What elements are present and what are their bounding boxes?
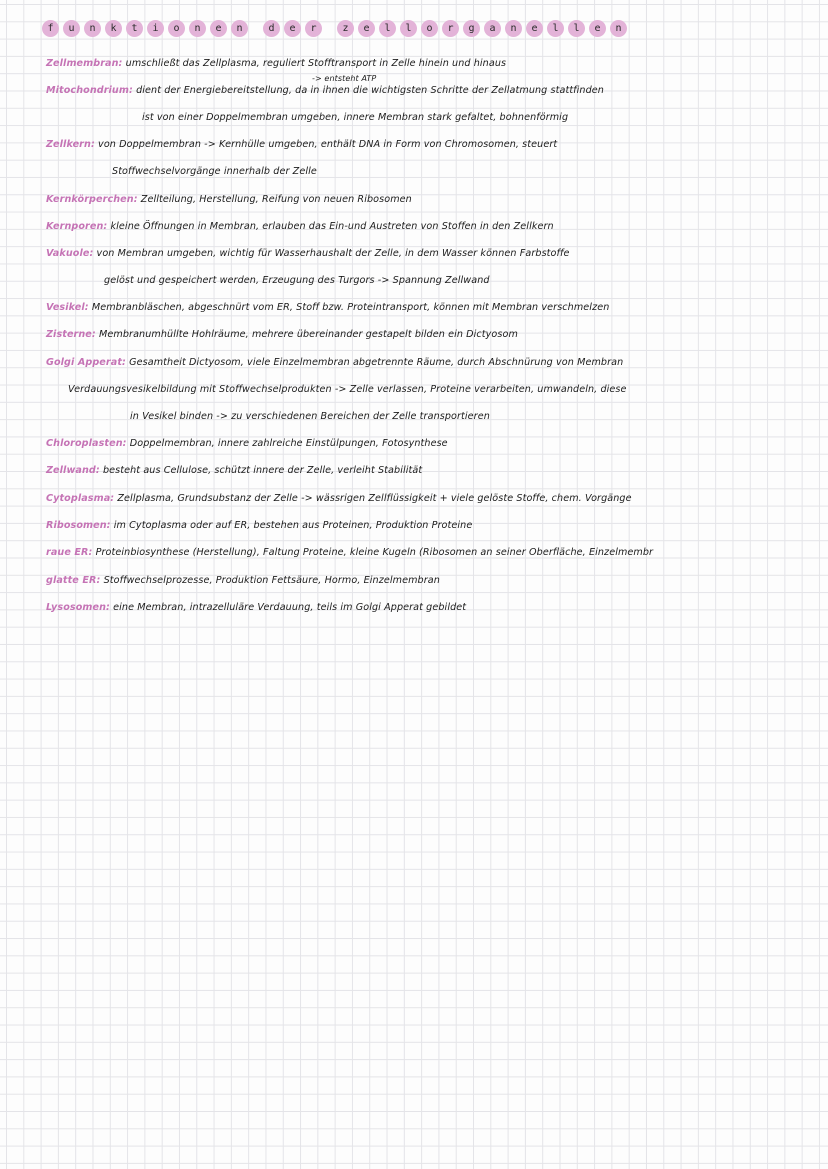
note-line-vesikel xyxy=(46,301,609,315)
note-line-cytoplasma xyxy=(46,492,632,506)
title-letter: u xyxy=(63,20,80,37)
term-label: Zisterne: xyxy=(46,329,96,340)
note-annotation: -> entsteht ATP xyxy=(312,74,377,83)
term-description: Stoffwechselprozesse, Produktion Fettsäure, Hormo, Einzelmembran xyxy=(103,575,440,586)
term-label: raue ER: xyxy=(46,547,93,558)
title-letter: n xyxy=(610,20,627,37)
term-description: Zellplasma, Grundsubstanz der Zelle -> wässrigen Zellflüssigkeit + viele gelöste Stoffe, chem. Vorgänge xyxy=(117,493,632,504)
note-line-continuation xyxy=(112,165,317,179)
note-line-vakuole xyxy=(46,247,569,261)
title-letter: l xyxy=(400,20,417,37)
title-letter: o xyxy=(168,20,185,37)
term-description: in Vesikel binden -> zu verschiedenen Bereichen der Zelle transportieren xyxy=(130,411,490,422)
term-label: Mitochondrium: xyxy=(46,85,133,96)
term-description: von Membran umgeben, wichtig für Wasserhaushalt der Zelle, in dem Wasser können Farbstoffe xyxy=(96,248,570,259)
title-letter: t xyxy=(126,20,143,37)
term-description: im Cytoplasma oder auf ER, bestehen aus Proteinen, Produktion Proteine xyxy=(113,520,473,531)
title-letter: l xyxy=(547,20,564,37)
title-letter: i xyxy=(147,20,164,37)
note-line-zellwand xyxy=(46,464,422,478)
note-line-kernkoerperchen xyxy=(46,193,412,207)
term-description: kleine Öffnungen in Membran, erlauben das Ein-und Austreten von Stoffen in den Zellkern xyxy=(110,221,554,232)
title-letter: n xyxy=(189,20,206,37)
note-line-continuation xyxy=(142,111,568,125)
note-line-kernporen xyxy=(46,220,554,234)
title-letter: n xyxy=(84,20,101,37)
term-description: besteht aus Cellulose, schützt innere der Zelle, verleiht Stabilität xyxy=(102,465,423,476)
term-label: Zellkern: xyxy=(46,139,95,150)
term-label: Cytoplasma: xyxy=(46,493,115,504)
term-description: Stoffwechselvorgänge innerhalb der Zelle xyxy=(112,166,317,177)
title-letter: e xyxy=(589,20,606,37)
title-letter: e xyxy=(210,20,227,37)
term-label: Chloroplasten: xyxy=(46,438,127,449)
title-letter: e xyxy=(284,20,301,37)
term-description: Membranbläschen, abgeschnürt vom ER, Stoff bzw. Proteintransport, können mit Membran verschmelzen xyxy=(91,302,610,313)
title-letter: f xyxy=(42,20,59,37)
term-label: Lysosomen: xyxy=(46,602,110,613)
note-line-continuation xyxy=(130,410,490,424)
title-letter: a xyxy=(484,20,501,37)
term-description: von Doppelmembran -> Kernhülle umgeben, enthält DNA in Form von Chromosomen, steuert xyxy=(98,139,558,150)
term-label: Ribosomen: xyxy=(46,520,111,531)
title-letter: n xyxy=(505,20,522,37)
note-line-continuation xyxy=(68,383,627,397)
term-description: gelöst und gespeichert werden, Erzeugung des Turgors -> Spannung Zellwand xyxy=(104,275,490,286)
title-letter: o xyxy=(421,20,438,37)
note-line-chloroplasten xyxy=(46,437,448,451)
term-description: Membranumhüllte Hohlräume, mehrere übereinander gestapelt bilden ein Dictyosom xyxy=(99,329,518,340)
title-letter: l xyxy=(568,20,585,37)
term-label: Kernporen: xyxy=(46,221,108,232)
title-letter: d xyxy=(263,20,280,37)
title-letter: r xyxy=(305,20,322,37)
title-letter: e xyxy=(526,20,543,37)
term-label: Zellmembran: xyxy=(46,58,123,69)
title-letter: n xyxy=(231,20,248,37)
title-letter: k xyxy=(105,20,122,37)
title-letter: e xyxy=(358,20,375,37)
term-label: Zellwand: xyxy=(46,465,100,476)
note-line-ribosomen xyxy=(46,519,472,533)
term-label: Golgi Apperat: xyxy=(46,357,126,368)
term-label: Vesikel: xyxy=(46,302,89,313)
term-description: umschließt das Zellplasma, reguliert Stofftransport in Zelle hinein und hinaus xyxy=(125,58,507,69)
term-description: Proteinbiosynthese (Herstellung), Faltung Proteine, kleine Kugeln (Ribosomen an seiner Oberfläche, Einzelmembr xyxy=(95,547,654,558)
title-letter: r xyxy=(442,20,459,37)
page-title xyxy=(42,20,628,37)
note-line-golgi xyxy=(46,356,623,370)
term-description: Doppelmembran, innere zahlreiche Einstülpungen, Fotosynthese xyxy=(129,438,448,449)
note-line-raue-er xyxy=(46,546,653,560)
term-label: glatte ER: xyxy=(46,575,101,586)
note-line-lysosomen xyxy=(46,601,466,615)
term-description: ist von einer Doppelmembran umgeben, innere Membran stark gefaltet, bohnenförmig xyxy=(142,112,569,123)
title-letter: z xyxy=(337,20,354,37)
term-description: dient der Energiebereitstellung, da in ihnen die wichtigsten Schritte der Zellatmung stattfinden xyxy=(136,85,604,96)
term-description: eine Membran, intrazelluläre Verdauung, teils im Golgi Apperat gebildet xyxy=(113,602,467,613)
term-description: Zellteilung, Herstellung, Reifung von neuen Ribosomen xyxy=(140,194,412,205)
note-line-zellkern xyxy=(46,138,557,152)
title-letter: g xyxy=(463,20,480,37)
note-line-mitochondrium xyxy=(46,84,604,98)
term-label: Kernkörperchen: xyxy=(46,194,138,205)
term-description: Gesamtheit Dictyosom, viele Einzelmembran abgetrennte Räume, durch Abschnürung von Membran xyxy=(129,357,624,368)
term-description: Verdauungsvesikelbildung mit Stoffwechselprodukten -> Zelle verlassen, Proteine verarbeiten, umwandeln, diese xyxy=(68,384,627,395)
note-line-glatte-er xyxy=(46,574,440,588)
note-line-zellmembran xyxy=(46,57,506,71)
note-line-continuation xyxy=(104,274,490,288)
note-line-zisterne xyxy=(46,328,518,342)
term-label: Vakuole: xyxy=(46,248,94,259)
title-letter: l xyxy=(379,20,396,37)
